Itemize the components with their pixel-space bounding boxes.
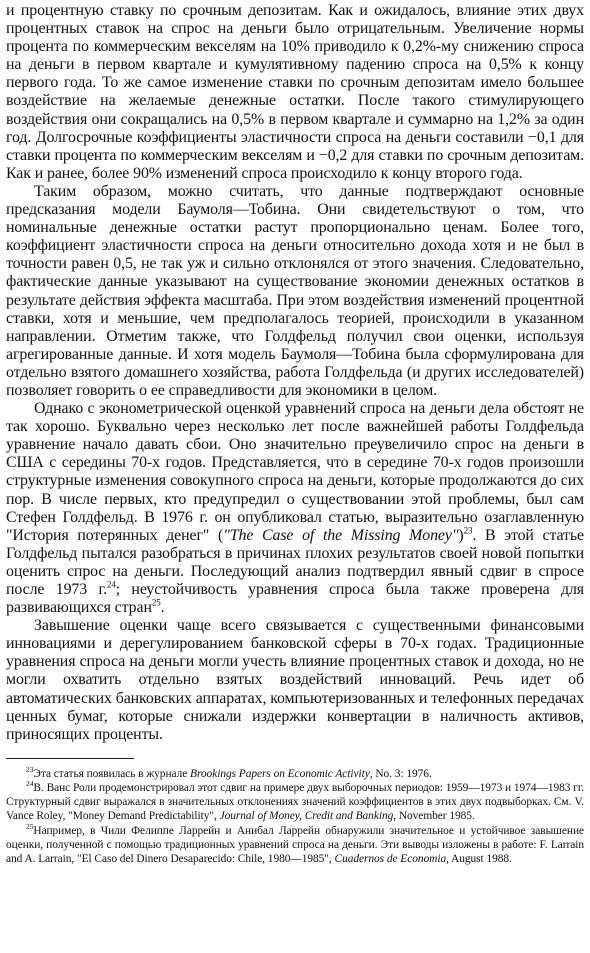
paragraph-3-text: ) <box>458 526 464 544</box>
footnote-25 <box>6 821 584 867</box>
footnote-24-text: В. Ванс Роли продемонстрировал этот сдвиг на примере двух выборочных периодов: 1959—1973 и 1974—1983 гг. Структурный сдвиг выражался в значительных отклонениях значений коэффициентов в этих двух подвыборках. См. V. Vance Roley, "Money Demand Predictability", <box>6 782 584 823</box>
paragraph-2-text: Таким образом, можно считать, что данные подтверждают основные предсказания модели Баумоля—Тобина. Они свидетельствуют о том, что номинальные денежные остатки растут пропорционально ценам. Более того, коэффициент эластичности спроса на деньги относительно дохода хотя и не был в точности равен 0,5, не так уж и сильно отклонялся от этого значения. Следовательно, фактические данные указывают на существование экономии денежных остатков в результате действия эффекта масштаба. При этом воздействия изменений процентной ставки, хотя и меньшие, чем предполагалось теорией, происходили в указанном направлении. Отметим также, что Голдфельд получил свои оценки, используя агрегированные данные. И хотя модель Баумоля—Тобина была сформулирована для отдельно взятого домашнего хозяйства, работа Голдфельда (и других исследователей) позволяет говорить о ее справедливости для экономики в целом. <box>6 182 584 399</box>
paragraph-4-text: Завышение оценки чаще всего связывается с существенными финансовыми инновациями и дерегулированием банковской сферы в 70-х годах. Традиционные уравнения спроса на деньги могли учесть влияние процентных ставок и дохода, но не могли охватить отдельно взятых воздействий инноваций. Речь идет об автоматических банковских аппаратах, компьютеризованных и телефонных передачах ценных бумаг, которые снижали издержки конвертации в наличность активов, приносящих проценты. <box>6 617 584 743</box>
paragraph-3-text: Однако с эконометрической оценкой уравнений спроса на деньги дела обстоят не так хорошо. Буквально через несколько лет после важнейшей работы Голдфельда уравнение начало давать сбои. Оно значительно преувеличило спрос на деньги в США с середины 70-х годов. Представляется, что в середине 70-х годов произошли структурные изменения совокупного спроса на деньги, которые продолжаются до сих пор. В числе первых, кто предупредил о существовании этой проблемы, был сам Стефен Голдфельд. В 1976 г. он опубликовал статью, выразительно озаглавленную "История потерянных денег" ( <box>6 400 584 544</box>
footnote-23 <box>6 767 584 781</box>
footnote-23-text: Эта статья появилась в журнале <box>33 767 191 780</box>
footnote-divider <box>6 758 134 759</box>
book-page <box>6 2 584 950</box>
footnote-25-text: Например, в Чили Фелиппе Ларрейн и Анибал Ларрейн обнаружили значительное и устойчивое завышение оценки, полученной с помощью традиционных уравнений спроса на деньги. Эти выводы изложены в работе: F. Larrain and A. Larrain, "El Caso del Dinero Desaparecido: Chile, 1980—1985", <box>6 824 584 866</box>
paragraph-3-text: . <box>160 599 165 617</box>
paragraph-3-italic-text: "The Case of the Missing Money" <box>223 526 459 544</box>
paragraph-4 <box>6 617 584 744</box>
paragraph-3-text: . В этой статье Голдфельд пытался разобраться в причинах плохих результатов своей новой попытки оценить спрос на деньги. Последующий анализ подтвердил явный сдвиг в спросе после 1973 г. <box>6 526 584 598</box>
footnote-number: 23 <box>26 765 34 775</box>
paragraph-3-text: ; неустойчивость уравнения спроса была также проверена для развивающихся стран <box>6 581 584 617</box>
footnote-24 <box>6 781 584 824</box>
footnote-24-italic-text: Journal of Money, Credit and Banking <box>219 810 394 823</box>
footnotes <box>6 767 584 866</box>
paragraph-3-footnote-ref: 25 <box>151 597 161 608</box>
footnote-number: 24 <box>26 779 34 789</box>
footnote-25-italic-text: Cuadernos de Economia <box>334 853 447 866</box>
paragraph-3 <box>6 400 584 617</box>
footnote-23-text: , No. 3: 1976. <box>369 767 432 780</box>
paragraph-1-text: и процентную ставку по срочным депозитам. Как и ожидалось, влияние этих двух процентных ставок на спрос на деньги было отрицательным. Увеличение нормы процента по коммерческим векселям на 10% приводило к 0,2%-му снижению спроса на деньги в первом квартале и кумулятивному падению спроса на 0,5% к концу первого года. То же самое изменение ставки по срочным депозитам имело большее воздействие на желаемые денежные остатки. После такого стимулирующего воздействия они сокращались на 0,5% в первом квартале и суммарно на 1,2% за один год. Долгосрочные коэффициенты эластичности спроса на деньги составили −0,1 для ставки процента по коммерческим векселям и −0,2 для ставки по срочным депозитам. Как и ранее, более 90% изменений спроса происходило к концу второго года. <box>6 2 584 182</box>
footnote-23-italic-text: Brookings Papers on Economic Activity <box>190 767 370 780</box>
footnote-25-text: , August 1988. <box>446 853 512 866</box>
paragraph-3-footnote-ref: 24 <box>106 579 116 590</box>
paragraph-1 <box>6 2 584 183</box>
footnote-number: 25 <box>26 821 34 831</box>
footnote-24-text: , November 1985. <box>393 810 475 823</box>
paragraph-3-footnote-ref: 23 <box>463 525 473 536</box>
paragraph-2 <box>6 183 584 400</box>
body-text <box>6 2 584 744</box>
